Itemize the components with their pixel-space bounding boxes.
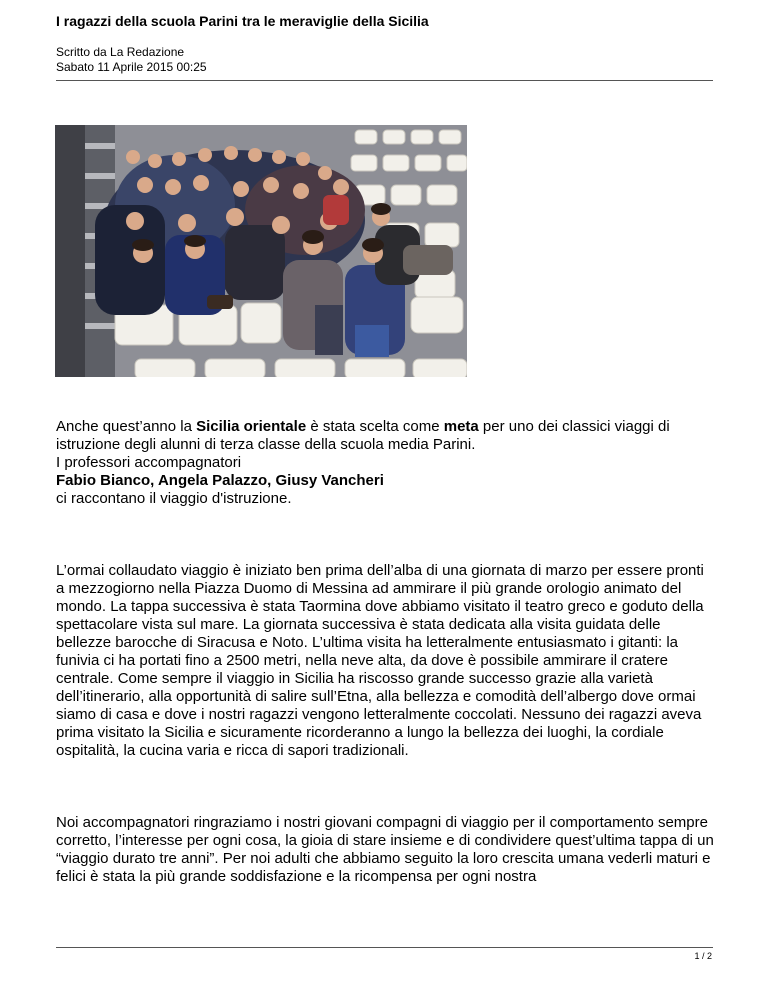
teachers-tail: ci raccontano il viaggio d'istruzione. xyxy=(56,490,292,507)
article-meta xyxy=(56,45,207,75)
intro-paragraph: Anche quest’anno la Sicilia orientale è stata scelta come meta per uno dei classici viaggi di istruzione degli alunni di terza classe della scuola media Parini. xyxy=(56,418,670,453)
body-paragraph-3: Noi accompagnatori ringraziamo i nostri giovani compagni di viaggio per il comportamento sempre corretto, l’interesse per ogni cosa, la gioia di stare insieme e di condividere quest’ultima tappa di un “viaggio durato tre anni”. Per noi adulti che abbiamo seguito la loro crescita umana vederli maturi e felici è stata la più grande soddisfazione e la ricompensa per ogni nostra xyxy=(56,814,714,885)
author-line: Scritto da La Redazione xyxy=(56,45,185,59)
emphasis-meta: meta xyxy=(443,418,479,435)
article-body xyxy=(56,418,716,886)
group-photo xyxy=(55,125,467,377)
footer-divider xyxy=(56,947,713,948)
date-line: Sabato 11 Aprile 2015 00:25 xyxy=(56,60,207,74)
header-divider xyxy=(56,80,713,81)
article-title: I ragazzi della scuola Parini tra le meraviglie della Sicilia xyxy=(56,13,429,29)
teachers-names: Fabio Bianco, Angela Palazzo, Giusy Vancheri xyxy=(56,472,384,489)
body-paragraph-2: L’ormai collaudato viaggio è iniziato ben prima dell’alba di una giornata di marzo per essere pronti a mezzogiorno nella Piazza Duomo di Messina ad ammirare il più grande orologio animato del mondo. La tappa successiva è stata Taormina dove abbiamo visitato il teatro greco e goduto della spettacolare vista sul mare. La giornata successiva è stata dedicata alla visita guidata delle bellezze barocche di Siracusa e Noto. L’ultima visita ha letteralmente entusiasmato i gitanti: la funivia ci ha portati fino a 2500 metri, nella neve alta, da dove è possibile ammirare il cratere centrale. Come sempre il viaggio in Sicilia ha riscosso grande successo grazie alla varietà dell’itinerario, alla opportunità di salire sull’Etna, alla bellezza e comodità dell’albergo dove ormai siamo di casa e dove i nostri ragazzi vengono letteralmente coccolati. Nessuno dei ragazzi aveva prima visitato la Sicilia e sicuramente ricorderanno a lungo la bellezza dei luoghi, la cordiale ospitalità, la cucina varia e ricca di sapori tradizionali. xyxy=(56,562,704,759)
emphasis-sicilia-orientale: Sicilia orientale xyxy=(196,418,307,435)
page-number: 1 / 2 xyxy=(694,951,712,961)
teachers-label: I professori accompagnatori xyxy=(56,454,242,471)
